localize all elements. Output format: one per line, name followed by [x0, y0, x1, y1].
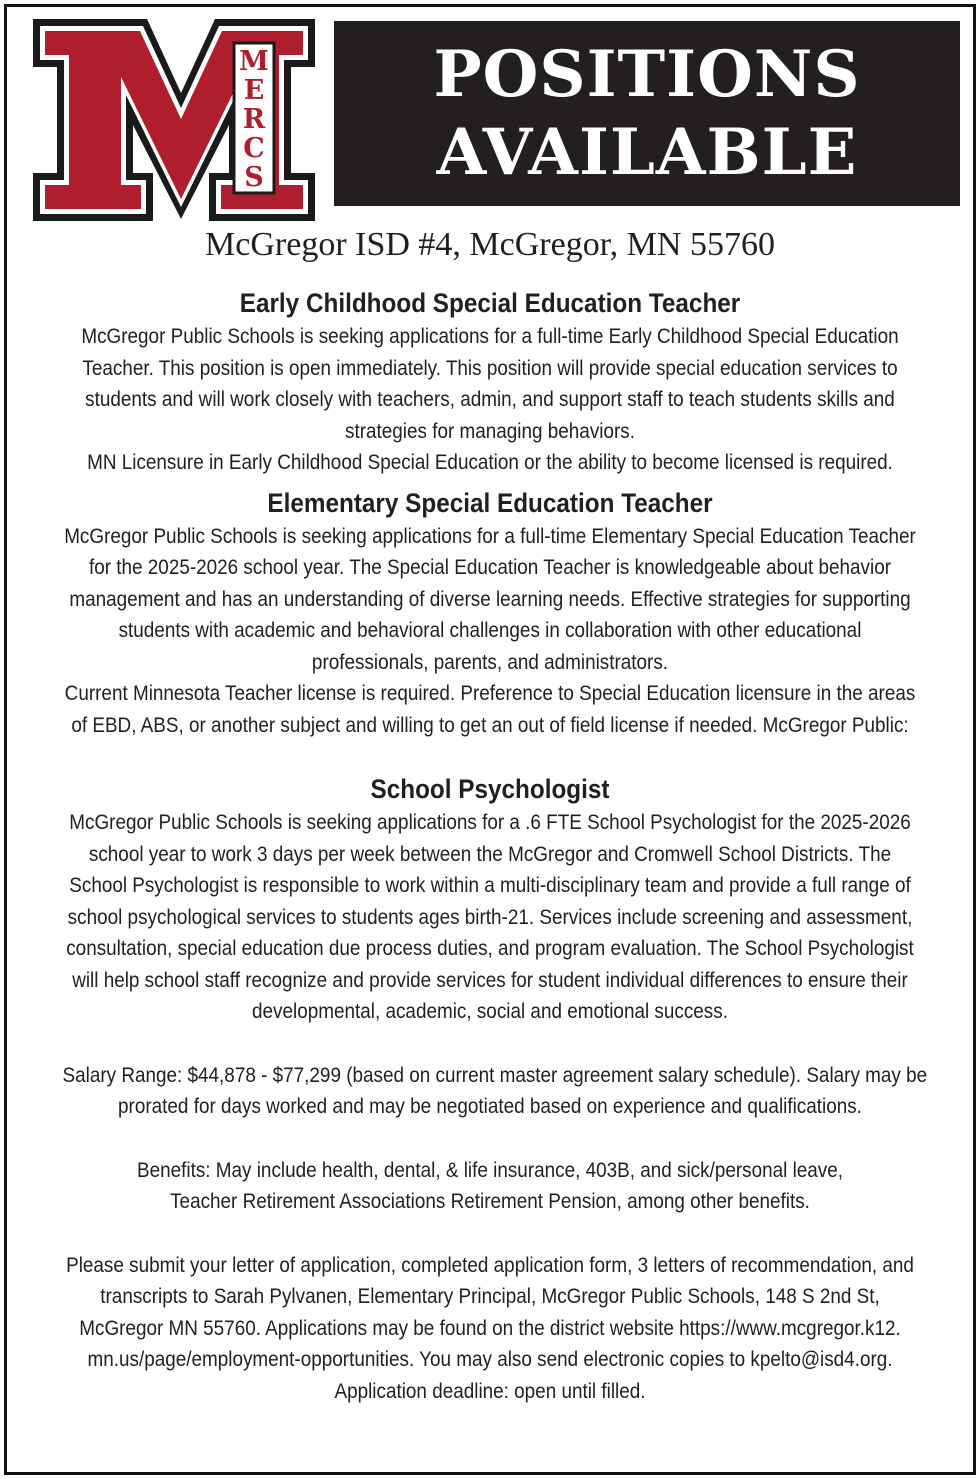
logo-letter: S [244, 162, 264, 193]
text-line: School Psychologist is responsible to work within a multi-disciplinary team and provide a full range of [69, 874, 911, 897]
benefits [63, 1155, 918, 1218]
text-line: students and will work closely with teachers, admin, and support staff to teach students skills and [85, 388, 895, 411]
ad-content [15, 285, 965, 1407]
text-line: will help school staff recognize and provide services for student individual differences to ensure their [72, 968, 908, 992]
text-line: Current Minnesota Teacher license is required. Preference to Special Education licensure in the areas [64, 682, 916, 705]
logo-letter: M [239, 46, 269, 77]
text-line: developmental, academic, social and emotional success. [252, 1000, 728, 1023]
job-description-elementary [63, 521, 918, 742]
text-line: of EBD, ABS, or another subject and willing to get an out of field license if needed. McGregor Public: [71, 713, 909, 737]
job-title-school-psychologist: School Psychologist [370, 774, 610, 804]
logo-letter: E [243, 75, 265, 106]
text-line: MN Licensure in Early Childhood Special Education or the ability to become licensed is required. [87, 451, 893, 474]
logo-letter: R [242, 104, 266, 135]
job-description-school-psychologist [63, 807, 918, 1028]
job-title-elementary: Elementary Special Education Teacher [267, 487, 713, 518]
text-line: professionals, parents, and administrators. [311, 650, 669, 674]
text-line: for the 2025-2026 school year. The Special Education Teacher is knowledgeable about behavior [88, 556, 892, 579]
text-line: McGregor Public Schools is seeking applications for a full-time Elementary Special Education Teacher [64, 524, 916, 548]
banner-title-line1: POSITIONS [433, 36, 861, 112]
text-line: strategies for managing behaviors. [345, 419, 635, 443]
text-line: management and has an understanding of diverse learning needs. Effective strategies for supporting [69, 587, 911, 611]
text-line: consultation, special education due process duties, and program evaluation. The School Psychologist [66, 937, 914, 960]
text-line: Application deadline: open until filled. [334, 1379, 646, 1403]
banner-title-line2: AVAILABLE [436, 114, 858, 190]
text-line: McGregor Public Schools is seeking applications for a .6 FTE School Psychologist for the 2025-2026 [69, 811, 911, 834]
text-line: McGregor MN 55760. Applications may be found on the district website https://www.mcgregor.k12. [79, 1316, 901, 1340]
text-line: transcripts to Sarah Pylvanen, Elementary Principal, McGregor Public Schools, 148 S 2nd St, [100, 1285, 880, 1308]
mercs-m-logo [29, 15, 319, 223]
job-title-early-childhood: Early Childhood Special Education Teacher [239, 288, 741, 318]
text-line: Teacher Retirement Associations Retirement Pension, among other benefits. [170, 1190, 810, 1213]
district-address: McGregor ISD #4, McGregor, MN 55760 [205, 226, 775, 263]
text-line: Please submit your letter of application, completed application form, 3 letters of recommendation, and [66, 1253, 914, 1277]
text-line: school psychological services to students ages birth-21. Services include screening and assessment, [67, 905, 913, 929]
ad-frame [4, 4, 976, 1475]
job-description-early-childhood [63, 321, 918, 479]
application-instructions [63, 1250, 918, 1408]
text-line: mn.us/page/employment-opportunities. You may also send electronic copies to kpelto@isd4.org. [87, 1348, 893, 1371]
positions-available-banner [334, 21, 960, 206]
text-line: Benefits: May include health, dental, & life insurance, 403B, and sick/personal leave, [136, 1158, 844, 1182]
text-line: school year to work 3 days per week between the McGregor and Cromwell School Districts. The [88, 842, 892, 866]
logo-letter: C [243, 133, 265, 164]
text-line: McGregor Public Schools is seeking applications for a full-time Early Childhood Special Education [81, 325, 899, 348]
text-line: students with academic and behavioral challenges in collaboration with other educational [118, 619, 862, 642]
text-line: Salary Range: $44,878 - $77,299 (based on current master agreement salary schedule). Salary may be [62, 1063, 928, 1087]
text-line: Teacher. This position is open immediately. This position will provide special education services to [82, 356, 898, 380]
text-line: prorated for days worked and may be negotiated based on experience and qualifications. [118, 1095, 862, 1118]
salary-range [62, 1060, 928, 1123]
